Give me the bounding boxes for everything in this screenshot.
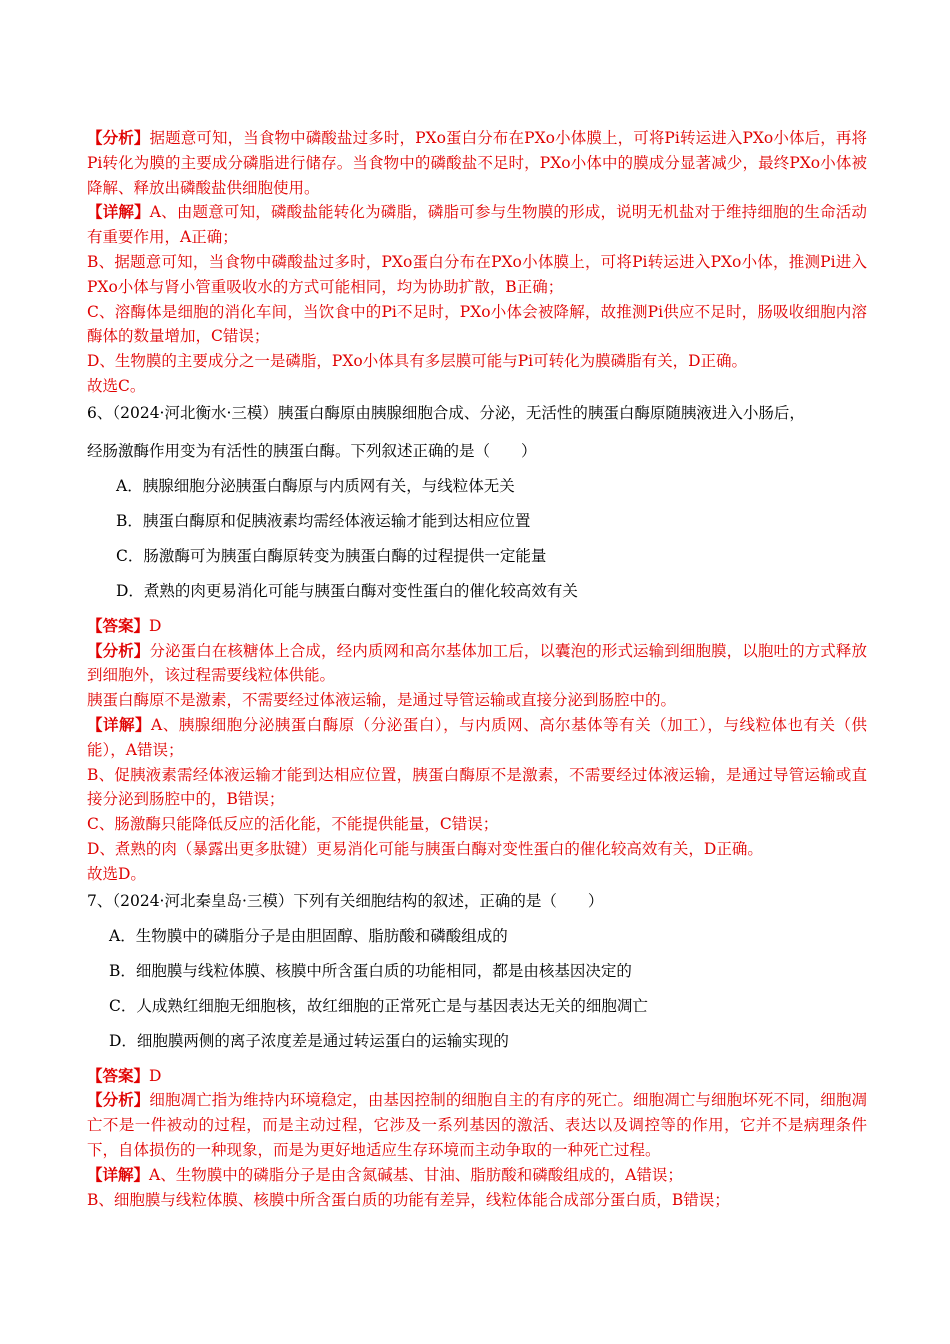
option-c: C．肠激酶可为胰蛋白酶原转变为胰蛋白酶的过程提供一定能量 [116, 546, 547, 565]
question-6-options [87, 474, 867, 603]
detail-text-a: A、胰腺细胞分泌胰蛋白酶原（分泌蛋白），与内质网、高尔基体等有关（加工），与线粒体也有关（供能），A错误； [87, 715, 867, 759]
question-7-options [87, 924, 867, 1053]
detail-label: 【详解】 [87, 202, 150, 222]
detail-paragraph-b: B、促胰液素需经体液运输才能到达相应位置，胰蛋白酶原不是激素，不需要经过体液运输，是通过导管运输或直接分泌到肠腔中的，B错误； [87, 765, 867, 809]
conclusion: 故选D。 [87, 864, 146, 883]
analysis-label: 【分析】 [87, 128, 150, 147]
answer-value: D [149, 1066, 162, 1085]
option-a: A．生物膜中的磷脂分子是由胆固醇、脂肪酸和磷酸组成的 [109, 926, 508, 945]
analysis-paragraph [87, 126, 867, 200]
detail-paragraph-c: C、溶酶体是细胞的消化车间，当饮食中的Pi不足时，PXo小体会被降解，故推测Pi供应不足时，肠吸收细胞内溶酶体的数量增加，C错误； [87, 302, 867, 346]
question-6-stem-line2: 经肠激酶作用变为有活性的胰蛋白酶。下列叙述正确的是（ ） [87, 441, 537, 460]
detail-label: 【详解】 [87, 1164, 150, 1184]
detail-text-a: A、由题意可知，磷酸盐能转化为磷脂，磷脂可参与生物膜的形成，说明无机盐对于维持细胞的生命活动有重要作用，A正确； [87, 203, 867, 247]
analysis-label: 【分析】 [87, 1090, 150, 1110]
option-b: B．细胞膜与线粒体膜、核膜中所含蛋白质的功能相同，都是由核基因决定的 [109, 961, 632, 980]
detail-paragraph-a [87, 200, 867, 250]
detail-paragraph-b: B、据题意可知，当食物中磷酸盐过多时，PXo蛋白分布在PXo小体膜上，可将Pi转运进入PXo小体，推测Pi进入PXo小体与肾小管重吸收水的方式可能相同，均为协助扩散，B正确； [87, 252, 867, 296]
detail-paragraph-c: C、肠激酶只能降低反应的活化能，不能提供能量，C错误； [87, 815, 499, 834]
answer-label: 【答案】 [87, 615, 150, 635]
analysis-text: 据题意可知，当食物中磷酸盐过多时，PXo蛋白分布在PXo小体膜上，可将Pi转运进入PXo小体后，再将Pi转化为膜的主要成分磷脂进行储存。当食物中的磷酸盐不足时，PXo小体中的膜成分显著减少，最终PXo小体被降解、释放出磷酸盐供细胞使用。 [87, 129, 867, 197]
analysis-text: 细胞凋亡指为维持内环境稳定，由基因控制的细胞自主的有序的死亡。细胞凋亡与细胞坏死不同，细胞凋亡不是一件被动的过程，而是主动过程，它涉及一系列基因的激活、表达以及调控等的作用，它并不是病理条件下，自体损伤的一种现象，而是为更好地适应生存环境而主动争取的一种死亡过程。 [87, 1091, 867, 1159]
option-d: D．煮熟的肉更易消化可能与胰蛋白酶对变性蛋白的催化较高效有关 [116, 581, 578, 600]
option-b: B．胰蛋白酶原和促胰液素均需经体液运输才能到达相应位置 [116, 511, 531, 530]
conclusion: 故选C。 [87, 376, 146, 395]
detail-paragraph-a [87, 1163, 867, 1188]
detail-paragraph-b: B、细胞膜与线粒体膜、核膜中所含蛋白质的功能有差异，线粒体能合成部分蛋白质，B错误； [87, 1190, 730, 1209]
analysis-paragraph-2: 胰蛋白酶原不是激素，不需要经过体液运输，是通过导管运输或直接分泌到肠腔中的。 [87, 691, 677, 710]
detail-paragraph-d: D、生物膜的主要成分之一是磷脂，PXo小体具有多层膜可能与Pi可转化为膜磷脂有关，D正确。 [87, 352, 748, 371]
answer-line [87, 1064, 867, 1089]
analysis-text: 分泌蛋白在核糖体上合成，经内质网和高尔基体加工后，以囊泡的形式运输到细胞膜，以胞吐的方式释放到细胞外，该过程需要线粒体供能。 [87, 641, 867, 685]
page-content [87, 126, 867, 1212]
detail-text-a: A、生物膜中的磷脂分子是由含氮碱基、甘油、脂肪酸和磷酸组成的，A错误； [149, 1165, 683, 1184]
answer-value: D [149, 616, 162, 635]
question-6-stem-line1: 6、（2024·河北衡水·三模）胰蛋白酶原由胰腺细胞合成、分泌，无活性的胰蛋白酶原随胰液进入小肠后， [87, 403, 805, 422]
analysis-paragraph [87, 1088, 867, 1162]
question-7-stem: 7、（2024·河北秦皇岛·三模）下列有关细胞结构的叙述，正确的是（ ） [87, 891, 604, 910]
option-a: A．胰腺细胞分泌胰蛋白酶原与内质网有关，与线粒体无关 [116, 476, 515, 495]
answer-line [87, 614, 867, 639]
analysis-paragraph [87, 639, 867, 689]
answer-label: 【答案】 [87, 1065, 150, 1085]
option-d: D．细胞膜两侧的离子浓度差是通过转运蛋白的运输实现的 [109, 1031, 509, 1050]
option-c: C．人成熟红细胞无细胞核，故红细胞的正常死亡是与基因表达无关的细胞凋亡 [109, 996, 648, 1015]
analysis-label: 【分析】 [87, 640, 150, 660]
detail-paragraph-d: D、煮熟的肉（暴露出更多肽键）更易消化可能与胰蛋白酶对变性蛋白的催化较高效有关，D正确。 [87, 839, 763, 858]
detail-label: 【详解】 [87, 714, 152, 734]
detail-paragraph-a [87, 713, 867, 763]
